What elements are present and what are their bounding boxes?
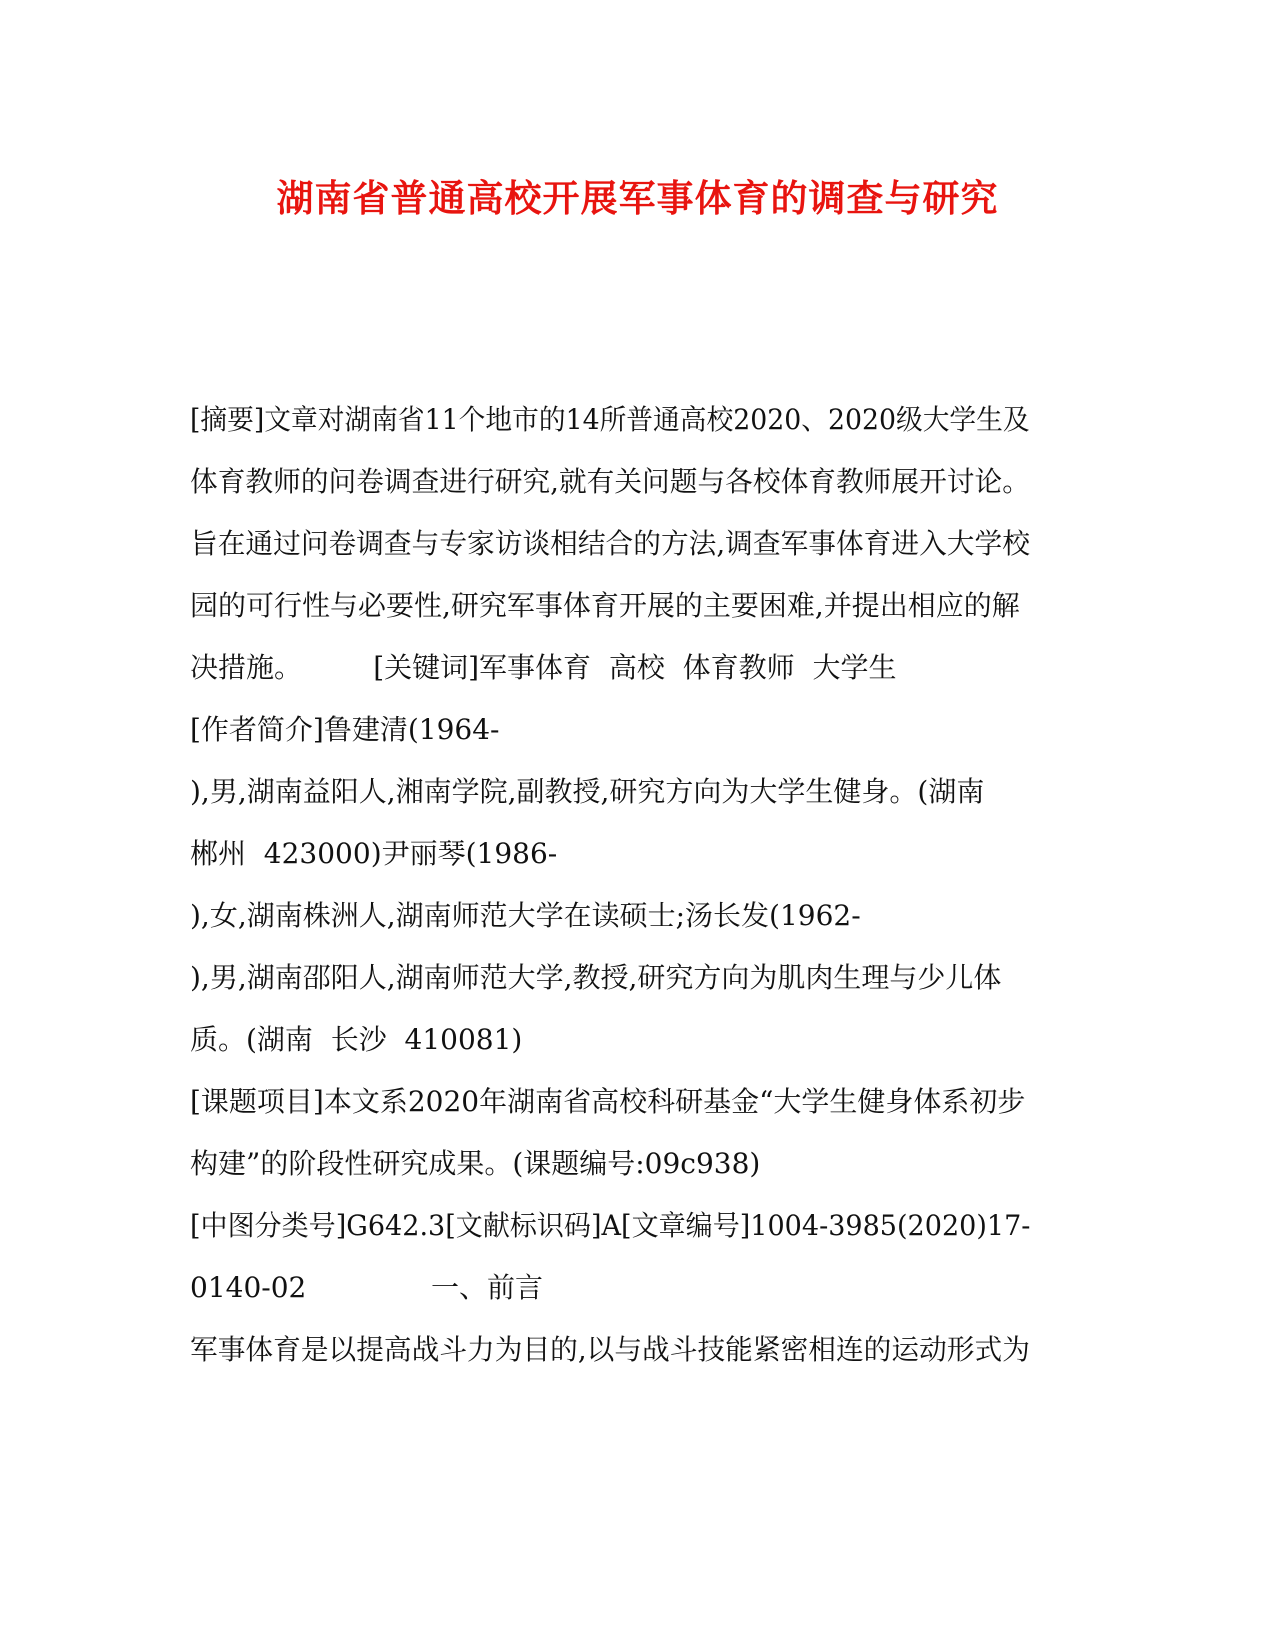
project-line-2: 构建”的阶段性研究成果。(课题编号:09c938) (190, 1147, 761, 1180)
abstract-line-4: 园的可行性与必要性,研究军事体育开展的主要困难,并提出相应的解 (190, 589, 1020, 622)
author-intro-line-1: [作者简介]鲁建清(1964- (190, 713, 500, 746)
author-intro-line-3: 郴州 423000)尹丽琴(1986- (190, 837, 558, 870)
author-intro-line-4: ),女,湖南株洲人,湖南师范大学在读硕士;汤长发(1962- (190, 899, 861, 932)
abstract-line-1: [摘要]文章对湖南省11个地市的14所普通高校2020、2020级大学生及 (190, 403, 1030, 436)
classification-line-2: 0140-02 一、前言 (190, 1271, 543, 1304)
keywords-line: 决措施。 [关键词]军事体育 高校 体育教师 大学生 (190, 651, 897, 684)
author-intro-line-2: ),男,湖南益阳人,湘南学院,副教授,研究方向为大学生健身。(湖南 (190, 775, 985, 808)
project-line-1: [课题项目]本文系2020年湖南省高校科研基金“大学生健身体系初步 (190, 1085, 1026, 1118)
abstract-line-3: 旨在通过问卷调查与专家访谈相结合的方法,调查军事体育进入大学校 (190, 527, 1030, 560)
body-text-line-1: 军事体育是以提高战斗力为目的,以与战斗技能紧密相连的运动形式为 (190, 1333, 1030, 1366)
author-intro-line-6: 质。(湖南 长沙 410081) (190, 1023, 523, 1056)
classification-line-1: [中图分类号]G642.3[文献标识码]A[文章编号]1004-3985(2020)17- (190, 1209, 1031, 1242)
author-intro-line-5: ),男,湖南邵阳人,湖南师范大学,教授,研究方向为肌肉生理与少儿体 (190, 961, 1002, 994)
document-title: 湖南省普通高校开展军事体育的调查与研究 (276, 176, 999, 220)
abstract-line-2: 体育教师的问卷调查进行研究,就有关问题与各校体育教师展开讨论。 (190, 465, 1030, 498)
